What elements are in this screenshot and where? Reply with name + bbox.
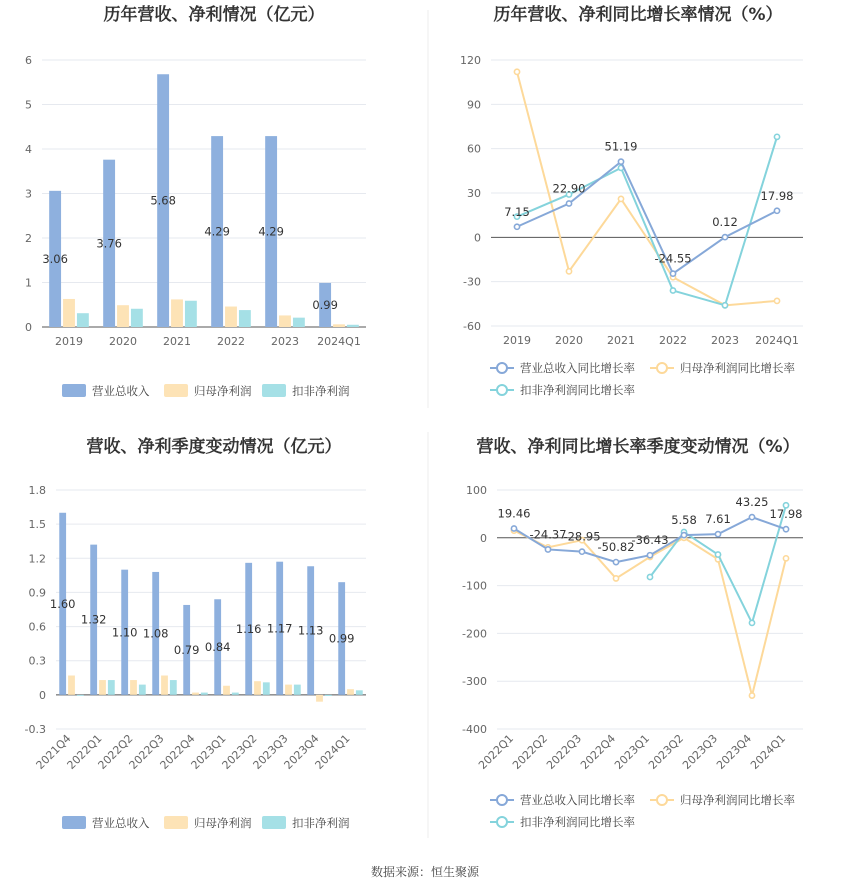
bar-value-label: 4.29 — [258, 224, 284, 239]
legend-label: 归母净利润 — [194, 384, 252, 398]
point-revenue-growth — [670, 271, 675, 276]
bar-parent-net — [223, 686, 230, 695]
legend-label: 归母净利润同比增长率 — [680, 361, 795, 375]
y-tick-label: 0 — [25, 321, 32, 334]
y-tick-label: 3 — [25, 187, 32, 201]
bar-parent-net — [161, 676, 168, 695]
bar-value-label: 0.84 — [204, 640, 231, 655]
y-tick-label: 100 — [466, 484, 487, 497]
line-value-label: -24.37 — [529, 527, 567, 542]
bar-parent-net — [285, 685, 292, 695]
bar-value-label: 1.60 — [49, 596, 76, 611]
chart-title: 营收、净利同比增长率季度变动情况（%） — [476, 437, 800, 457]
y-tick-label: 0.6 — [28, 620, 46, 634]
bar-value-label: 0.79 — [173, 642, 200, 657]
legend-label: 营业总收入 — [92, 384, 150, 398]
bar-deducted-net — [294, 685, 301, 695]
chart-title: 历年营收、净利同比增长率情况（%） — [493, 5, 783, 25]
bar-parent-net — [333, 324, 345, 327]
x-tick-label: 2023Q4 — [714, 731, 755, 772]
legend-label: 扣非净利润 — [292, 816, 350, 830]
y-tick-label: 5 — [25, 98, 32, 112]
y-tick-label: -400 — [462, 723, 487, 736]
bar-deducted-net — [293, 318, 305, 327]
bar-parent-net — [99, 680, 106, 695]
bar-deducted-net — [139, 685, 146, 695]
legend-swatch — [262, 816, 286, 829]
bar-deducted-net — [263, 682, 270, 695]
point-revenue-growth — [545, 547, 550, 552]
point-parent-net-growth — [514, 69, 519, 74]
bar-value-label: 1.13 — [297, 623, 324, 638]
point-parent-net-growth — [774, 298, 779, 303]
x-tick-label: 2022Q2 — [95, 731, 136, 772]
line-value-label: 7.15 — [504, 204, 530, 219]
x-tick-label: 2022Q3 — [126, 731, 167, 772]
x-tick-label: 2020 — [109, 335, 137, 348]
x-tick-label: 2020 — [555, 334, 583, 347]
point-deducted-net-growth — [722, 303, 727, 308]
bar-value-label: 1.16 — [235, 621, 262, 636]
y-tick-label: 1.2 — [28, 552, 46, 566]
y-tick-label: 1 — [25, 276, 32, 290]
line-value-label: 17.98 — [760, 188, 794, 203]
point-revenue-growth — [579, 549, 584, 554]
x-tick-label: 2024Q1 — [755, 334, 799, 347]
line-value-label: -28.95 — [563, 529, 601, 544]
y-tick-label: -60 — [463, 320, 481, 333]
legend-swatch — [262, 384, 286, 397]
y-tick-label: 2 — [25, 232, 32, 245]
point-parent-net-growth — [749, 693, 754, 698]
y-tick-label: 90 — [467, 98, 481, 112]
y-tick-label: 0 — [480, 531, 487, 545]
x-tick-label: 2022Q1 — [476, 731, 517, 772]
x-tick-label: 2021 — [163, 335, 191, 348]
y-tick-label: -30 — [463, 275, 481, 289]
bar-value-label: 1.17 — [266, 621, 293, 636]
y-tick-label: 1.8 — [28, 484, 46, 497]
y-tick-label: 0.3 — [28, 654, 46, 668]
line-value-label: 19.46 — [497, 506, 531, 521]
legend-swatch-marker — [497, 795, 507, 805]
bar-value-label: 1.08 — [142, 626, 169, 641]
x-tick-label: 2023 — [711, 334, 739, 347]
bar-parent-net — [347, 689, 354, 695]
y-tick-label: -0.3 — [24, 723, 46, 736]
point-parent-net-growth — [618, 196, 623, 201]
bar-parent-net — [63, 299, 75, 327]
bar-deducted-net — [239, 310, 251, 327]
point-deducted-net-growth — [749, 620, 754, 625]
legend-label: 扣非净利润 — [292, 384, 350, 398]
bar-deducted-net — [77, 695, 84, 696]
bar-deducted-net — [108, 680, 115, 695]
x-tick-label: 2024Q1 — [748, 731, 789, 772]
point-revenue-growth — [722, 235, 727, 240]
bar-parent-net — [171, 299, 183, 327]
x-tick-label: 2019 — [55, 335, 83, 348]
x-tick-label: 2023Q1 — [612, 731, 653, 772]
bar-deducted-net — [347, 325, 359, 327]
legend-label: 归母净利润 — [194, 816, 252, 830]
legend-label: 营业总收入 — [92, 816, 150, 830]
y-tick-label: 120 — [460, 54, 481, 67]
bar-value-label: 3.76 — [96, 236, 122, 251]
x-tick-label: 2022Q3 — [544, 731, 585, 772]
y-tick-label: 60 — [467, 142, 481, 156]
line-value-label: 43.25 — [735, 495, 769, 510]
x-tick-label: 2022Q4 — [157, 731, 198, 772]
point-revenue-growth — [514, 224, 519, 229]
x-tick-label: 2022 — [217, 335, 245, 348]
bar-value-label: 1.10 — [111, 625, 138, 640]
legend-swatch-marker — [657, 363, 667, 373]
bar-value-label: 5.68 — [150, 193, 176, 208]
y-tick-label: 0 — [39, 688, 46, 702]
x-tick-label: 2023Q3 — [680, 731, 721, 772]
line-value-label: 22.90 — [552, 181, 586, 196]
legend-label: 营业总收入同比增长率 — [520, 361, 635, 375]
x-tick-label: 2022Q2 — [510, 731, 551, 772]
x-tick-label: 2022 — [659, 334, 687, 347]
bar-value-label: 4.29 — [204, 224, 230, 239]
y-tick-label: -100 — [462, 579, 487, 593]
x-tick-label: 2019 — [503, 334, 531, 347]
legend-swatch-marker — [657, 795, 667, 805]
y-tick-label: 4 — [25, 143, 32, 156]
bar-parent-net — [68, 676, 75, 695]
y-tick-label: -200 — [462, 627, 487, 641]
point-revenue-growth — [774, 208, 779, 213]
x-tick-label: 2023Q3 — [250, 731, 291, 772]
bar-deducted-net — [77, 313, 89, 327]
point-deducted-net-growth — [670, 288, 675, 293]
line-value-label: -24.55 — [654, 251, 692, 266]
legend-swatch-marker — [497, 385, 507, 395]
legend-label: 营业总收入同比增长率 — [520, 793, 635, 807]
legend-label: 归母净利润同比增长率 — [680, 793, 795, 807]
line-value-label: 0.12 — [712, 215, 738, 230]
x-tick-label: 2024Q1 — [317, 335, 361, 348]
point-deducted-net-growth — [774, 134, 779, 139]
y-tick-label: 0 — [474, 231, 481, 245]
bar-deducted-net — [325, 695, 332, 696]
bar-deducted-net — [356, 690, 363, 695]
legend-swatch — [62, 384, 86, 397]
bar-deducted-net — [185, 301, 197, 327]
legend-swatch-marker — [497, 817, 507, 827]
bar-parent-net — [316, 695, 323, 702]
bar-deducted-net — [201, 693, 208, 695]
bar-value-label: 3.06 — [42, 251, 68, 266]
x-tick-label: 2023 — [271, 335, 299, 348]
line-value-label: 17.98 — [769, 507, 803, 522]
legend-swatch — [164, 816, 188, 829]
bar-parent-net — [279, 315, 291, 327]
bar-parent-net — [117, 305, 129, 327]
point-parent-net-growth — [566, 269, 571, 274]
bar-value-label: 0.99 — [312, 297, 338, 312]
line-value-label: -50.82 — [597, 540, 635, 555]
y-tick-label: 30 — [467, 187, 481, 200]
bar-value-label: 0.99 — [328, 631, 355, 646]
point-revenue-growth — [749, 515, 754, 520]
legend-swatch-marker — [497, 363, 507, 373]
x-tick-label: 2022Q4 — [578, 731, 619, 772]
line-value-label: 5.58 — [671, 513, 697, 528]
line-value-label: 7.61 — [705, 512, 731, 527]
y-tick-label: 0.9 — [28, 586, 46, 600]
legend-swatch — [164, 384, 188, 397]
chart-title: 营收、净利季度变动情况（亿元） — [86, 437, 342, 457]
bar-deducted-net — [131, 309, 143, 327]
bar-parent-net — [225, 307, 237, 327]
point-revenue-growth — [613, 559, 618, 564]
x-tick-label: 2022Q1 — [64, 731, 105, 772]
point-revenue-growth — [511, 526, 516, 531]
bar-deducted-net — [170, 680, 177, 695]
point-parent-net-growth — [783, 556, 788, 561]
point-revenue-growth — [566, 201, 571, 206]
point-revenue-growth — [783, 527, 788, 532]
point-deducted-net-growth — [647, 574, 652, 579]
y-tick-label: -300 — [462, 675, 487, 689]
x-tick-label: 2023Q2 — [646, 731, 687, 772]
y-tick-label: 6 — [25, 54, 32, 67]
bar-parent-net — [254, 681, 261, 695]
x-tick-label: 2023Q4 — [281, 731, 322, 772]
chart-title: 历年营收、净利情况（亿元） — [103, 5, 325, 25]
data-source-note: 数据来源：恒生聚源 — [370, 865, 480, 879]
x-tick-label: 2023Q2 — [219, 731, 260, 772]
bar-parent-net — [192, 693, 199, 695]
bar-deducted-net — [232, 693, 239, 695]
x-tick-label: 2023Q1 — [188, 731, 229, 772]
bar-value-label: 1.32 — [80, 612, 107, 627]
y-tick-label: 1.5 — [28, 518, 46, 532]
point-revenue-growth — [618, 159, 623, 164]
x-tick-label: 2021Q4 — [33, 731, 74, 772]
legend-swatch — [62, 816, 86, 829]
point-revenue-growth — [647, 553, 652, 558]
point-revenue-growth — [715, 532, 720, 537]
point-deducted-net-growth — [715, 552, 720, 557]
point-revenue-growth — [681, 533, 686, 538]
x-tick-label: 2024Q1 — [312, 731, 353, 772]
x-tick-label: 2021 — [607, 334, 635, 347]
legend-label: 扣非净利润同比增长率 — [520, 383, 635, 397]
point-parent-net-growth — [613, 576, 618, 581]
bar-parent-net — [130, 680, 137, 695]
line-value-label: -36.43 — [631, 533, 669, 548]
line-value-label: 51.19 — [604, 139, 638, 154]
legend-label: 扣非净利润同比增长率 — [520, 815, 635, 829]
